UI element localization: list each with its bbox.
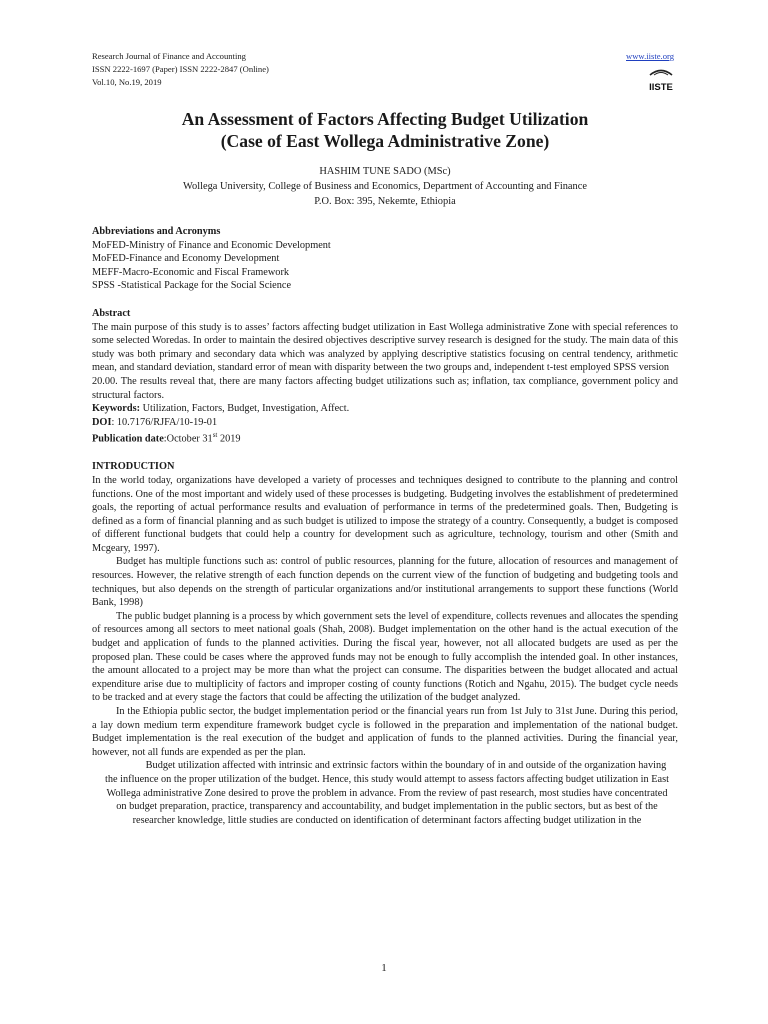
abstract-section (92, 307, 678, 446)
journal-url-link[interactable]: www.iiste.org (626, 51, 674, 61)
abbreviation-item: MoFED-Finance and Economy Development (92, 253, 280, 265)
doi-value[interactable]: : 10.7176/RJFA/10-19-01 (111, 416, 218, 428)
journal-issn: ISSN 2222-1697 (Paper) ISSN 2222-2847 (Online) (92, 64, 269, 74)
journal-name: Research Journal of Finance and Accounting (92, 51, 246, 61)
paper-title (92, 108, 678, 152)
author-address: P.O. Box: 395, Nekemte, Ethiopia (314, 196, 456, 207)
intro-paragraph: Budget utilization affected with intrinsic and extrinsic factors within the boundary of in and outside of the organization having the influence on the proper utilization of the budget. Hence, this study would attempt to assess factors affecting budget utilization in East Wollega administrative Zone desired to prove the problem in advance. From the review of past research, most studies have concentrated on budget preparation, practice, transparency and accountability, and budget implementation in the public sectors, but as best of the researcher knowledge, little studies are conducted on identification of determinant factors affecting budget utilization in the (105, 760, 669, 826)
intro-paragraph: In the Ethiopia public sector, the budget implementation period or the financial years run from 1st July to 31st June. During this period, a lay down medium term expenditure framework budget cycle is followed in the preparation and implementation of the national budget. Budget implementation is the real execution of the budget and application of funds to the planned activities. During the financial year, however, not all funds are expended as per the plan. (92, 706, 678, 758)
title-line-2: (Case of East Wollega Administrative Zone) (220, 131, 550, 151)
abbreviations-heading: Abbreviations and Acronyms (92, 226, 221, 237)
publication-date-suffix: st (212, 431, 218, 440)
abstract-paragraph: 20.00. The results reveal that, there are many factors affecting budget utilizations such as; inflation, tax compliance, government policy and structural factors. (92, 375, 678, 401)
author-affiliation: Wollega University, College of Business and Economics, Department of Accounting and Finance (183, 181, 587, 192)
keywords-line (92, 402, 678, 416)
intro-paragraph: The public budget planning is a process by which government sets the level of expenditure, collects revenues and allocates the spending of resources among all sectors to meet national goals (Shah, 2008). Budget implementation on the other hand is the actual execution of the budget and application of funds to the planned activities. During the fiscal year, however, not all allocated budgets are used as per the proposed plan. These could be cases where the approved funds may not be enough to fully accomplish the intended goal. In other instances, the amount allocated to a project may be more than what the project can consume. The disparities between the budget allocated and actual expenditure arise due to multiplicity of factors and improper costing of county functions (Rotich and Ngahu, 2015). The budget cycle needs to be tracked and at every stage the factors that could be affecting the utilization of the budget analyzed. (92, 610, 678, 704)
publication-date-line (92, 429, 678, 446)
abbreviation-item: SPSS -Statistical Package for the Social Science (92, 280, 292, 292)
intro-paragraph: In the world today, organizations have developed a variety of processes and techniques designed to contribute to the planning and control functions. One of the most important and widely used of these processes is budgeting. Budgeting involves the establishment of predetermined goals, the reporting of actual performance results and evaluation of performance in terms of the predetermined goals. Then, Budgeting is defined as a form of financial planning and as such budget is utilized to impose the strategy of a country. Consequently, a budget is composed of different functional budgets that could help a country for development such as agriculture, technology, tourism and other (Smith and Mcgeary, 1997). (92, 474, 678, 554)
publication-date-value: :October 31 (163, 433, 213, 445)
journal-volume: Vol.10, No.19, 2019 (92, 77, 162, 87)
title-line-1: An Assessment of Factors Affecting Budget Utilization (181, 109, 589, 129)
keywords-text: Utilization, Factors, Budget, Investigation, Affect. (140, 403, 350, 415)
doi-label: DOI (92, 416, 112, 428)
publication-date-label: Publication date (92, 433, 164, 445)
abstract-heading: Abstract (92, 307, 131, 319)
publication-date-year: 2019 (217, 433, 241, 445)
iiste-logo (646, 65, 676, 93)
abbreviation-item: MoFED-Ministry of Finance and Economic Development (92, 239, 331, 251)
logo-text: IISTE (649, 82, 673, 93)
page-number: 1 (381, 962, 387, 974)
paper-page (92, 50, 678, 827)
abstract-paragraph: The main purpose of this study is to asses’ factors affecting budget utilization in East Wollega administrative Zone with special references to some selected Woredas. In order to maintain the desired objectives descriptive survey research is designed for the study. The main data of this study was both primary and secondary data which was analyzed by applying descriptive statistics focusing on central tendency, arithmetic mean, and standard deviation, standard error of mean with disparity between the two groups and, independent t-test employed SPSS version (92, 321, 678, 374)
abbreviation-item: MEFF-Macro-Economic and Fiscal Framework (92, 266, 290, 278)
keywords-label: Keywords: (92, 403, 141, 415)
intro-paragraph: Budget has multiple functions such as: control of public resources, planning for the future, allocation of resources and management of resources. However, the relative strength of each function depends on the current view of the function of budgeting and budgeting tools and techniques, but also depends on the strength of particular organizations and/or institutional arrangements to support these functions (World Bank, 1998) (92, 556, 678, 609)
author-name: HASHIM TUNE SADO (MSc) (319, 166, 451, 177)
author-block (92, 164, 678, 209)
abbreviations-section (92, 225, 678, 293)
journal-header (92, 50, 678, 94)
introduction-heading: INTRODUCTION (92, 461, 175, 473)
doi-line (92, 416, 678, 430)
